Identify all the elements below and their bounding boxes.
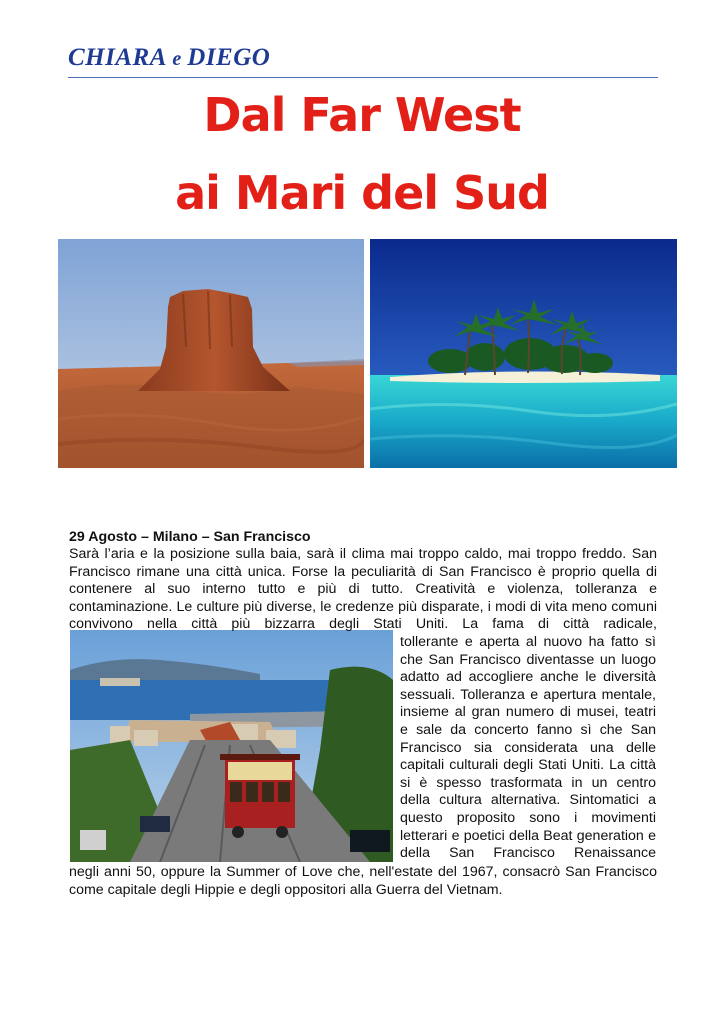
section-heading: 29 Agosto – Milano – San Francisco: [69, 529, 311, 545]
article-paragraph-bottom: [69, 864, 657, 899]
article-paragraph-top: [69, 546, 657, 634]
monument-valley-photo: [58, 239, 364, 468]
header-divider: [68, 77, 658, 78]
paragraph-text: tollerante e aperta al nuovo ha fatto sì che San Francisco diventasse un luogo adatto ad accogliere anche le diversità sessuali. Tolleranza e apertura mentale, insieme al gran numero di musei, teatri e sale da concerto fanno sì che San Francisco sia considerata una delle capitali culturali degli Stati Uniti. La città si è spesso trasformata in un centro della cultura alternativa. Sintomatici a questo proposito sono i movimenti letterari e poetici della Beat generation e della San Francisco Renaissance: [400, 634, 656, 862]
page-title-line-1: Dal Far West: [203, 88, 521, 142]
author-name-chiara: CHIARA: [68, 44, 167, 71]
san-francisco-cable-car-photo: [70, 630, 393, 862]
paragraph-text: negli anni 50, oppure la Summer of Love che, nell'estate del 1967, consacrò San Francisco come capitale degli Hippie e degli oppositori alla Guerra del Vietnam.: [69, 864, 657, 898]
paragraph-text: Sarà l’aria e la posizione sulla baia, sarà il clima mai troppo caldo, mai troppo freddo. San Francisco rimane una città unica. Forse la peculiarità di San Francisco è proprio quella di contenere al suo interno tutto e più di tutto. Creatività e violenza, tolleranza e contaminazione. Le culture più diverse, le credenze più disparate, i modi di vita meno comuni convivono nella città più bizzarra degli Stati Uniti. La fama di città radicale,: [69, 546, 657, 633]
author-conjunction: e: [166, 48, 188, 70]
author-names: [68, 44, 270, 72]
tropical-island-photo: [370, 239, 677, 468]
article-paragraph-wrapped: [400, 634, 656, 863]
page-title-line-2: ai Mari del Sud: [175, 166, 549, 220]
author-name-diego: DIEGO: [187, 44, 271, 71]
